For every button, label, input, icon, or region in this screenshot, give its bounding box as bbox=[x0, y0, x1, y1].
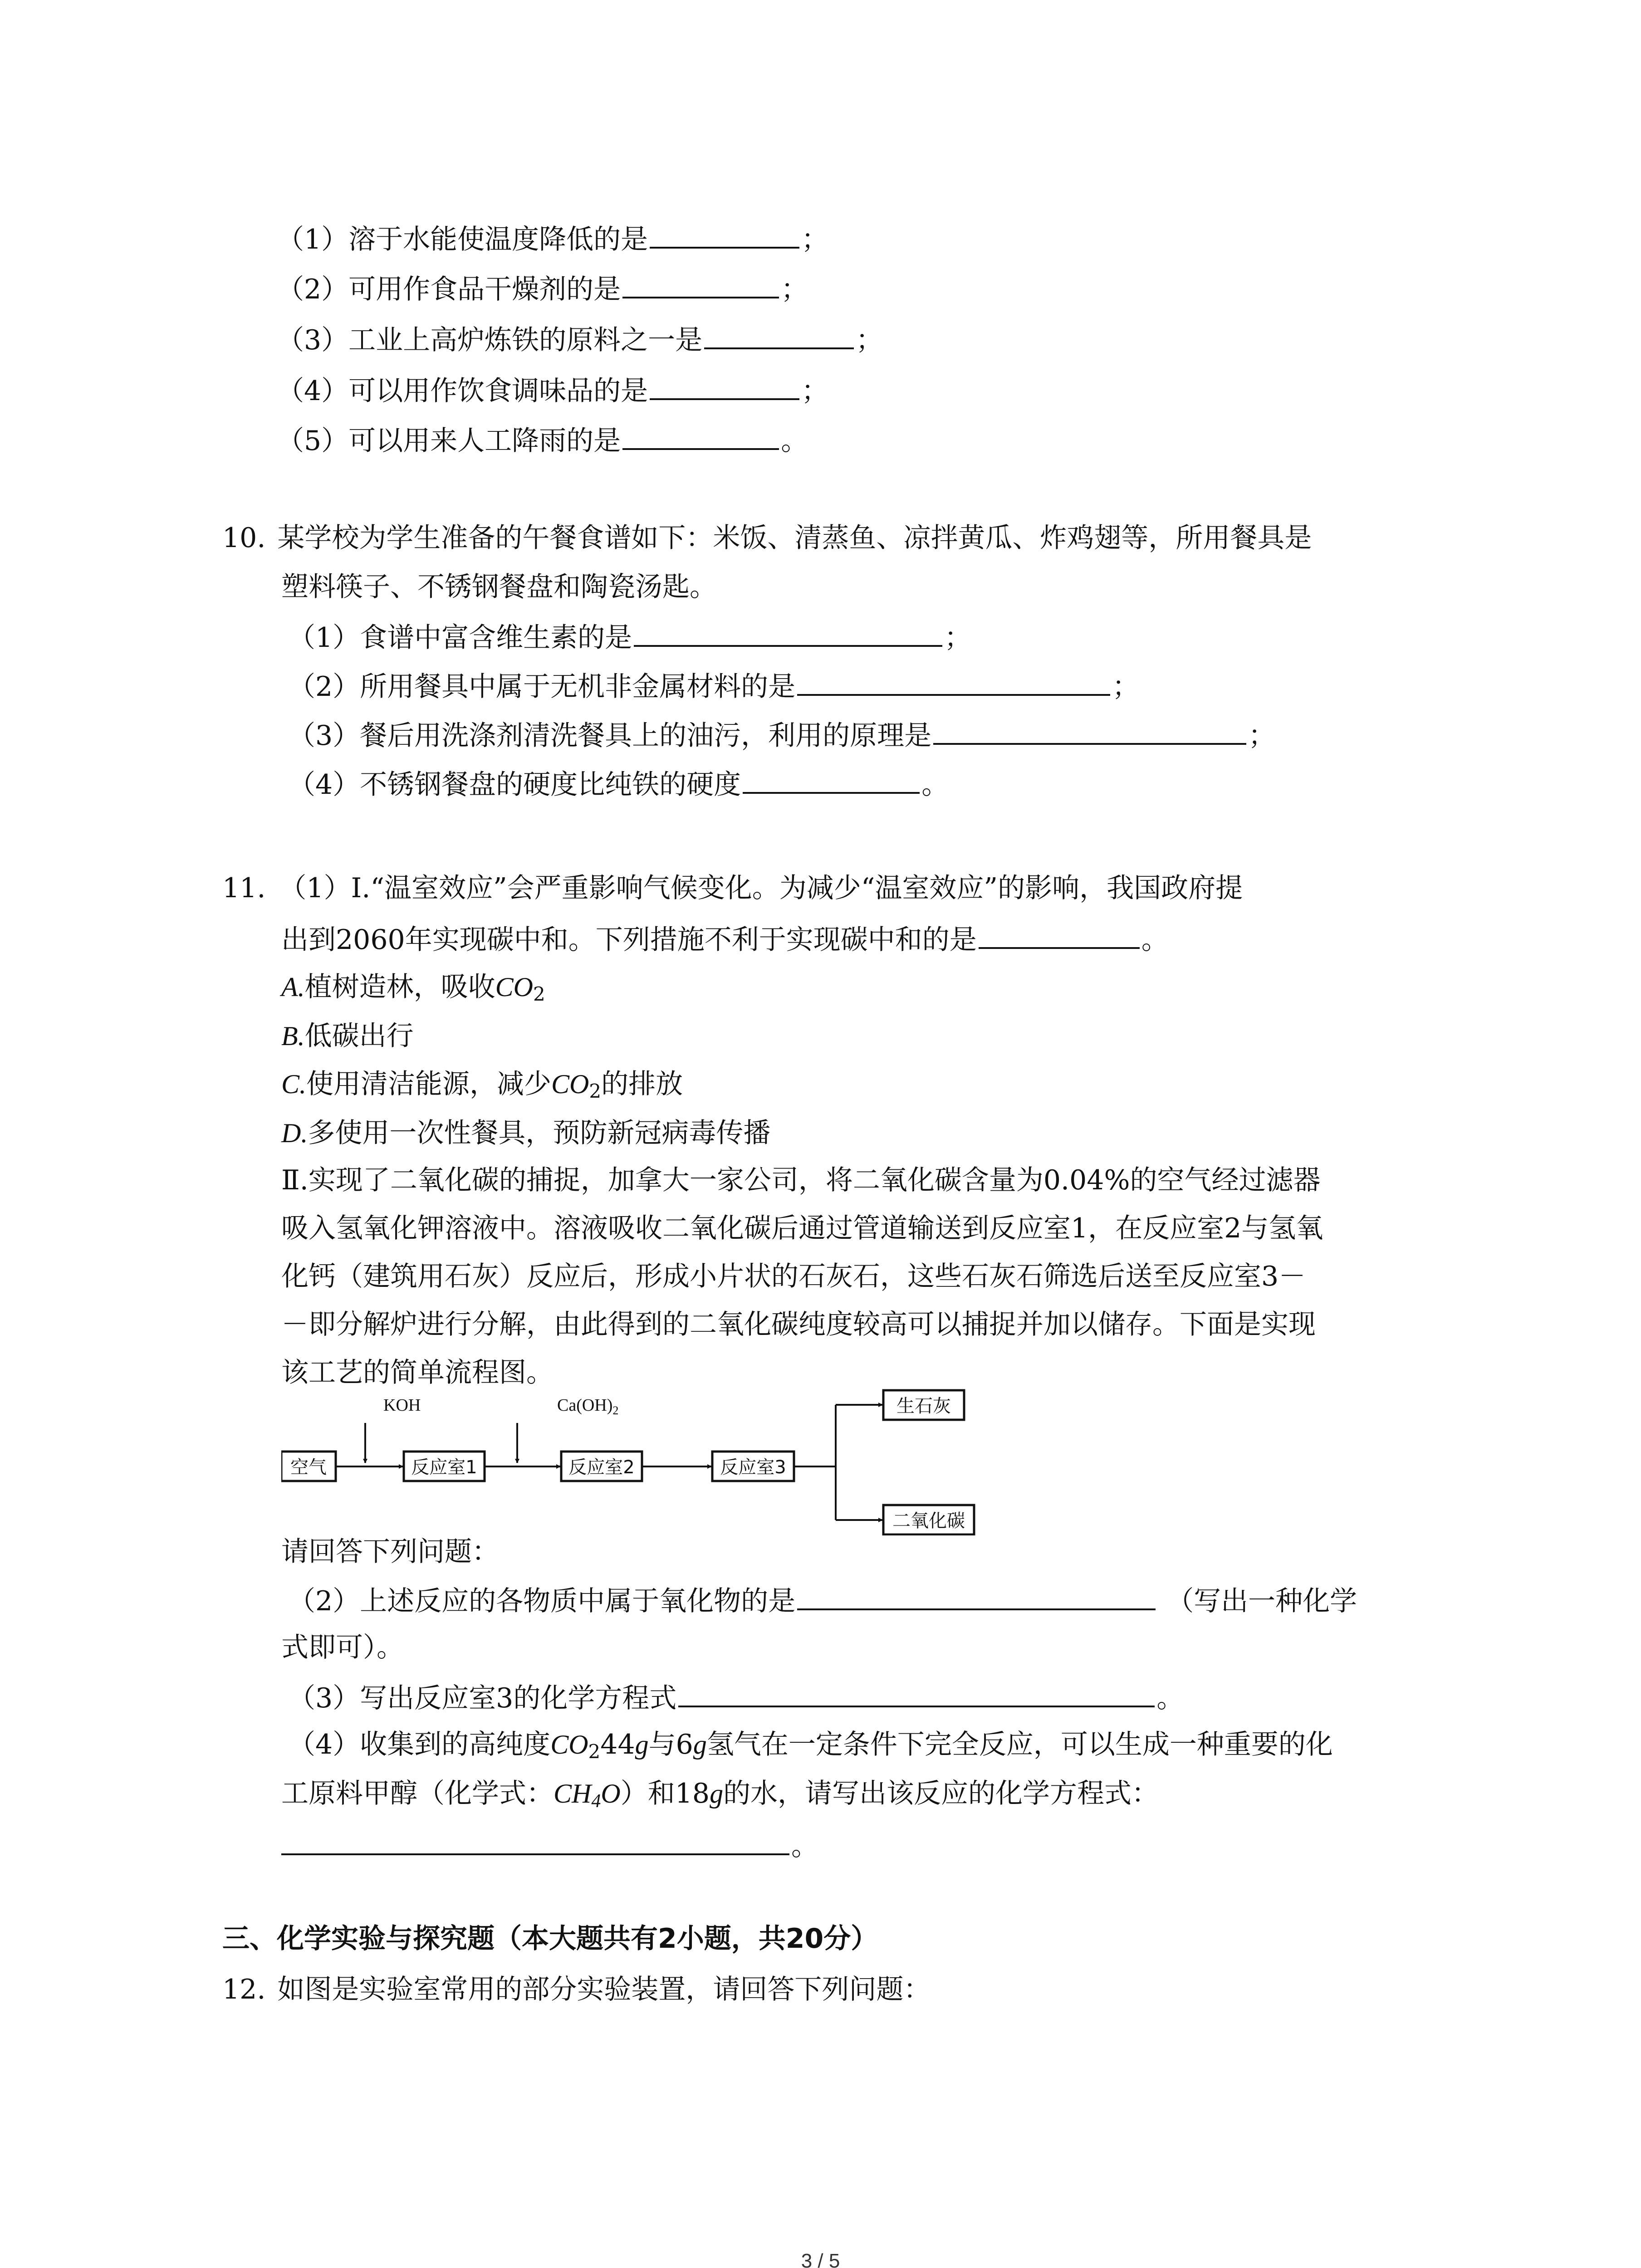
q11-prompt: 请回答下列问题： bbox=[281, 1536, 499, 1568]
flow-reagent-caoh2: $Ca(OH)_2$ bbox=[557, 1396, 619, 1417]
answer-blank[interactable] bbox=[743, 767, 920, 794]
q11-passage-3: 化钙（建筑用石灰）反应后，形成小片状的石灰石，这些石灰石筛选后送至反应室3－ bbox=[281, 1261, 1306, 1292]
q11-sub-4-answer: 。 bbox=[281, 1828, 818, 1862]
answer-blank[interactable] bbox=[650, 373, 799, 400]
answer-blank[interactable] bbox=[281, 1828, 789, 1855]
q11-sub-2-cont: 式即可）。 bbox=[281, 1632, 404, 1663]
answer-blank[interactable] bbox=[933, 718, 1246, 745]
answer-blank[interactable] bbox=[797, 669, 1110, 696]
flow-label-quicklime: 生石灰 bbox=[896, 1396, 951, 1417]
q9-item-1: （1）溶于水能使温度降低的是 ； bbox=[277, 221, 828, 256]
q10-item-4: （4）不锈钢餐盘的硬度比纯铁的硬度 。 bbox=[288, 767, 949, 801]
page-number: 3 / 5 bbox=[801, 2250, 840, 2268]
section-title: 三、化学实验与探究题（本大题共有2小题，共20分） bbox=[222, 1923, 878, 1955]
flow-box-reactor-3 bbox=[712, 1452, 794, 1481]
q10-stem: 10. 某学校为学生准备的午餐食谱如下：米饭、清蒸鱼、凉拌黄瓜、炸鸡翅等，所用餐具是 bbox=[222, 522, 1312, 554]
q10-item-1: （1）食谱中富含维生素的是 ； bbox=[288, 620, 971, 654]
q11-passage-2: 吸入氢氧化钾溶液中。溶液吸收二氧化碳后通过管道输送到反应室1，在反应室2与氢氧 bbox=[281, 1212, 1323, 1244]
q9-item-5: （5）可以用来人工降雨的是 。 bbox=[277, 423, 808, 457]
option-c: C.使用清洁能源，减少$CO_2$的排放 bbox=[281, 1068, 683, 1102]
flow-box-quicklime bbox=[883, 1390, 964, 1420]
q11-passage-4: －即分解炉进行分解，由此得到的二氧化碳纯度较高可以捕捉并加以储存。下面是实现 bbox=[281, 1309, 1316, 1340]
question-number: 12. bbox=[222, 1974, 266, 2005]
q9-item-3: （3）工业上高炉炼铁的原料之一是 ； bbox=[277, 322, 883, 357]
flow-box-reactor-2 bbox=[561, 1452, 642, 1481]
q11-sub-3: （3）写出反应室3的化学方程式 。 bbox=[288, 1680, 1184, 1715]
process-flow-diagram bbox=[281, 1386, 980, 1535]
option-b: B.低碳出行 bbox=[281, 1020, 414, 1052]
answer-blank[interactable] bbox=[797, 1583, 1156, 1610]
answer-blank[interactable] bbox=[979, 922, 1140, 949]
q11-passage-1: Ⅱ.实现了二氧化碳的捕捉，加拿大一家公司，将二氧化碳含量为0.04%的空气经过滤器 bbox=[281, 1164, 1321, 1196]
q11-sub-2: （2）上述反应的各物质中属于氧化物的是 （写出一种化学 bbox=[288, 1583, 1357, 1618]
flow-box-co2 bbox=[883, 1505, 974, 1535]
option-a: A.植树造林，吸收$CO_2$ bbox=[281, 971, 545, 1005]
flow-reagent-koh: KOH bbox=[383, 1396, 421, 1415]
q11-sub-4-cont: 工原料甲醇（化学式：$CH_4O$）和18g的水，请写出该反应的化学方程式： bbox=[281, 1778, 1159, 1812]
flow-label-co2: 二氧化碳 bbox=[892, 1510, 965, 1531]
q10-item-3: （3）餐后用洗涤剂清洗餐具上的油污，利用的原理是 ； bbox=[288, 718, 1275, 752]
q10-stem-cont: 塑料筷子、不锈钢餐盘和陶瓷汤匙。 bbox=[281, 571, 717, 603]
answer-blank[interactable] bbox=[622, 271, 779, 298]
flow-label-reactor-1: 反应室1 bbox=[411, 1457, 477, 1478]
q11-stem: 11. （1）Ⅰ.“温室效应”会严重影响气候变化。为减少“温室效应”的影响，我国政府提 bbox=[222, 872, 1243, 904]
option-d: D.多使用一次性餐具，预防新冠病毒传播 bbox=[281, 1117, 771, 1149]
answer-blank[interactable] bbox=[622, 423, 779, 450]
answer-blank[interactable] bbox=[678, 1680, 1155, 1707]
answer-blank[interactable] bbox=[650, 221, 799, 249]
q11-passage-5: 该工艺的简单流程图。 bbox=[281, 1357, 554, 1388]
answer-blank[interactable] bbox=[704, 322, 854, 349]
q9-item-4: （4）可以用作饮食调味品的是 ； bbox=[277, 373, 828, 407]
flow-label-reactor-2: 反应室2 bbox=[568, 1457, 635, 1478]
q10-item-2: （2）所用餐具中属于无机非金属材料的是 ； bbox=[288, 669, 1139, 703]
answer-blank[interactable] bbox=[634, 620, 942, 647]
flow-label-air: 空气 bbox=[290, 1457, 327, 1478]
q11-sub-4: （4）收集到的高纯度$CO_244g$与6g氢气在一定条件下完全反应，可以生成一种重要的化 bbox=[288, 1729, 1333, 1763]
question-number: 11. bbox=[222, 872, 266, 904]
flow-box-reactor-1 bbox=[404, 1452, 485, 1481]
flow-box-air bbox=[281, 1452, 336, 1481]
question-number: 10. bbox=[222, 522, 266, 554]
q9-item-2: （2）可用作食品干燥剂的是 ； bbox=[277, 271, 808, 306]
flow-label-reactor-3: 反应室3 bbox=[720, 1457, 786, 1478]
q11-stem-cont: 出到2060年实现碳中和。下列措施不利于实现碳中和的是 。 bbox=[281, 922, 1169, 956]
q12-stem: 12. 如图是实验室常用的部分实验装置，请回答下列问题： bbox=[222, 1974, 931, 2005]
